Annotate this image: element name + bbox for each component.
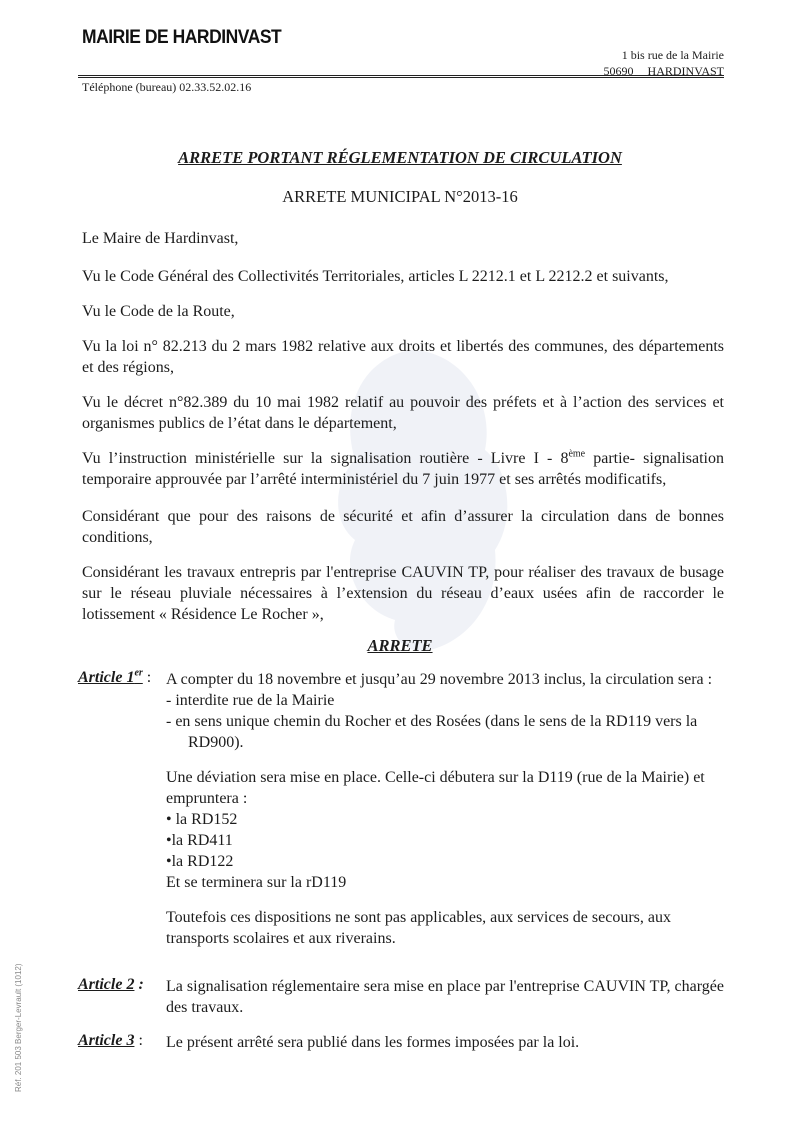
preamble-vu-cgct: Vu le Code Général des Collectivités Territoriales, articles L 2212.1 et L 2212.2 et suivants, [82, 268, 669, 285]
article-2-text: La signalisation réglementaire sera mise en place par l'entreprise CAUVIN TP, chargée des travaux. [166, 978, 724, 1016]
article-3-label: Article 3 [78, 1032, 135, 1049]
preamble-vu-loi: Vu la loi n° 82.213 du 2 mars 1982 relative aux droits et libertés des communes, des départements et des régions, [82, 338, 724, 376]
route-item: •la RD122 [166, 853, 234, 870]
article-1-deviation: Une déviation sera mise en place. Celle-ci débutera sur la D119 (rue de la Mairie) et empruntera : [166, 769, 705, 807]
side-reference: Réf. 201 503 Berger-Levrault (1012) [14, 963, 23, 1092]
article-3-colon: : [138, 1032, 143, 1049]
article-2-label: Article 2 [78, 976, 135, 993]
instruction-text-b: partie- signalisation temporaire approuvée par l’arrêté interministériel du 7 juin 1977 et ses arrêtés modificatifs, [82, 450, 724, 488]
article-1-exceptions: Toutefois ces dispositions ne sont pas applicables, aux services de secours, aux transports scolaires et aux riverains. [166, 909, 671, 947]
article-2-colon: : [138, 976, 144, 993]
article-3-label-group [78, 1032, 143, 1050]
route-item: •la RD411 [166, 832, 233, 849]
preamble-considerant-securite: Considérant que pour des raisons de sécurité et afin d’assurer la circulation dans de bonnes conditions, [82, 508, 724, 546]
preamble-maire: Le Maire de Hardinvast, [82, 230, 239, 247]
preamble-vu-instruction [82, 448, 724, 490]
article-1-superscript: er [134, 667, 143, 679]
article-1-item-sens-unique: - en sens unique chemin du Rocher et des Rosées (dans le sens de la RD119 vers la [166, 713, 698, 730]
article-1-colon: : [146, 669, 152, 686]
phone-number: Téléphone (bureau) 02.33.52.02.16 [82, 80, 252, 94]
article-2-label-group [78, 976, 144, 994]
address-street: 1 bis rue de la Mairie [621, 48, 724, 62]
document-number: ARRETE MUNICIPAL N°2013-16 [282, 187, 518, 206]
postcode: 50690 [603, 64, 634, 78]
article-1-deviation-end: Et se terminera sur la rD119 [166, 874, 347, 891]
document-title: ARRETE PORTANT RÉGLEMENTATION DE CIRCULATION [178, 148, 622, 167]
article-3-text: Le présent arrêté sera publié dans les formes imposées par la loi. [166, 1034, 580, 1051]
preamble-vu-code-route: Vu le Code de la Route, [82, 303, 235, 320]
article-1-item-interdite: - interdite rue de la Mairie [166, 692, 335, 709]
mairie-title: MAIRIE DE HARDINVAST [82, 27, 282, 48]
preamble-considerant-travaux: Considérant les travaux entrepris par l'entreprise CAUVIN TP, pour réaliser des travaux de busage sur le réseau pluviale nécessaires à l’extension du réseau d’eaux usées afin de raccorder le lotissement « Résidence Le Rocher », [82, 564, 724, 623]
arrete-heading: ARRETE [367, 636, 433, 655]
header-divider-secondary [78, 77, 724, 78]
article-1-label: Article 1er [78, 667, 143, 686]
route-item: • la RD152 [166, 811, 238, 828]
header-divider [78, 75, 724, 76]
instruction-text-a: Vu l’instruction ministérielle sur la signalisation routière - Livre I - 8 [82, 450, 569, 467]
city: HARDINVAST [647, 64, 724, 78]
article-1-label-group [78, 669, 151, 687]
preamble-vu-decret: Vu le décret n°82.389 du 10 mai 1982 relatif au pouvoir des préfets et à l’action des services et organismes publics de l’état dans le département, [82, 394, 724, 432]
article-1-intro: A compter du 18 novembre et jusqu’au 29 novembre 2013 inclus, la circulation sera : [166, 671, 713, 688]
article-1-item-sens-unique-cont: RD900). [188, 734, 244, 751]
instruction-superscript: ème [568, 448, 586, 460]
